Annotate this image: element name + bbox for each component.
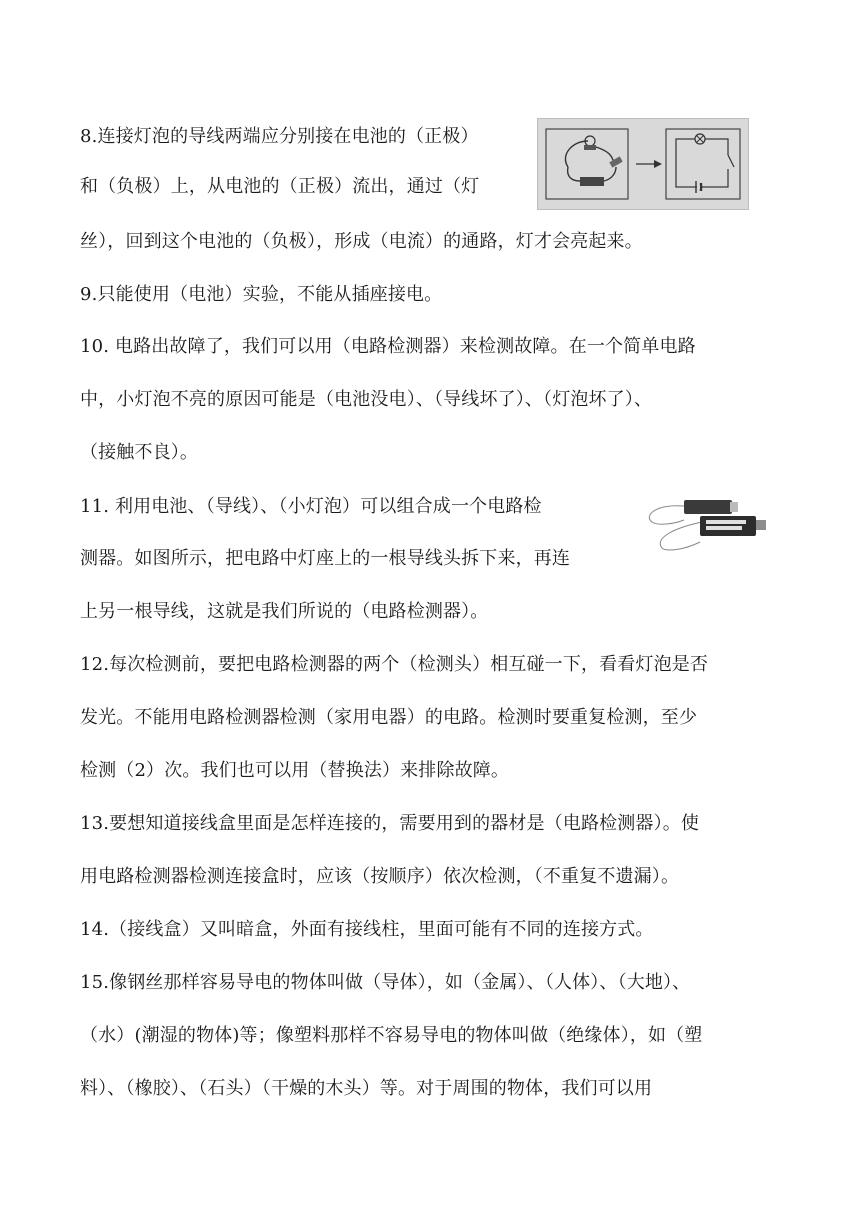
text-line-18: （水）(潮湿的物体)等；像塑料那样不容易导电的物体叫做（绝缘体），如（塑	[80, 1025, 703, 1046]
text-line-15: 用电路检测器检测连接盒时，应该（按顺序）依次检测，（不重复不遗漏）。	[80, 866, 680, 887]
circuit-tester-figure	[644, 494, 776, 556]
text-line-16: 14.（接线盒）又叫暗盒，外面有接线柱，里面可能有不同的连接方式。	[80, 919, 654, 940]
text-line-13: 检测（2）次。我们也可以用（替换法）来排除故障。	[80, 760, 510, 781]
circuit-diagram-figure	[537, 118, 749, 210]
text-line-11: 12.每次检测前，要把电路检测器的两个（检测头）相互碰一下，看看灯泡是否	[80, 654, 709, 675]
text-line-4: 9.只能使用（电池）实验，不能从插座接电。	[80, 284, 443, 305]
text-line-12: 发光。不能用电路检测器检测（家用电器）的电路。检测时要重复检测，至少	[80, 707, 698, 728]
text-line-14: 13.要想知道接线盒里面是怎样连接的，需要用到的器材是（电路检测器）。使	[80, 813, 700, 834]
text-line-1: 8.连接灯泡的导线两端应分别接在电池的（正极）	[80, 126, 479, 147]
text-line-8: 11. 利用电池、（导线）、（小灯泡）可以组合成一个电路检	[80, 496, 542, 517]
text-line-17: 15.像钢丝那样容易导电的物体叫做（导体），如（金属）、（人体）、（大地）、	[80, 972, 691, 993]
text-line-7: （接触不良）。	[80, 442, 199, 463]
text-line-5: 10. 电路出故障了，我们可以用（电路检测器）来检测故障。在一个简单电路	[80, 336, 696, 357]
text-line-2: 和（负极）上，从电池的（正极）流出，通过（灯	[80, 176, 480, 197]
text-line-3: 丝），回到这个电池的（负极），形成（电流）的通路，灯才会亮起来。	[80, 231, 643, 252]
text-line-19: 料）、（橡胶）、（石头）（干燥的木头）等。对于周围的物体，我们可以用	[80, 1078, 653, 1099]
text-line-6: 中，小灯泡不亮的原因可能是（电池没电）、（导线坏了）、（灯泡坏了）、	[80, 389, 653, 410]
text-line-9: 测器。如图所示，把电路中灯座上的一根导线头拆下来，再连	[80, 548, 571, 569]
text-line-10: 上另一根导线，这就是我们所说的（电路检测器）。	[80, 601, 489, 622]
